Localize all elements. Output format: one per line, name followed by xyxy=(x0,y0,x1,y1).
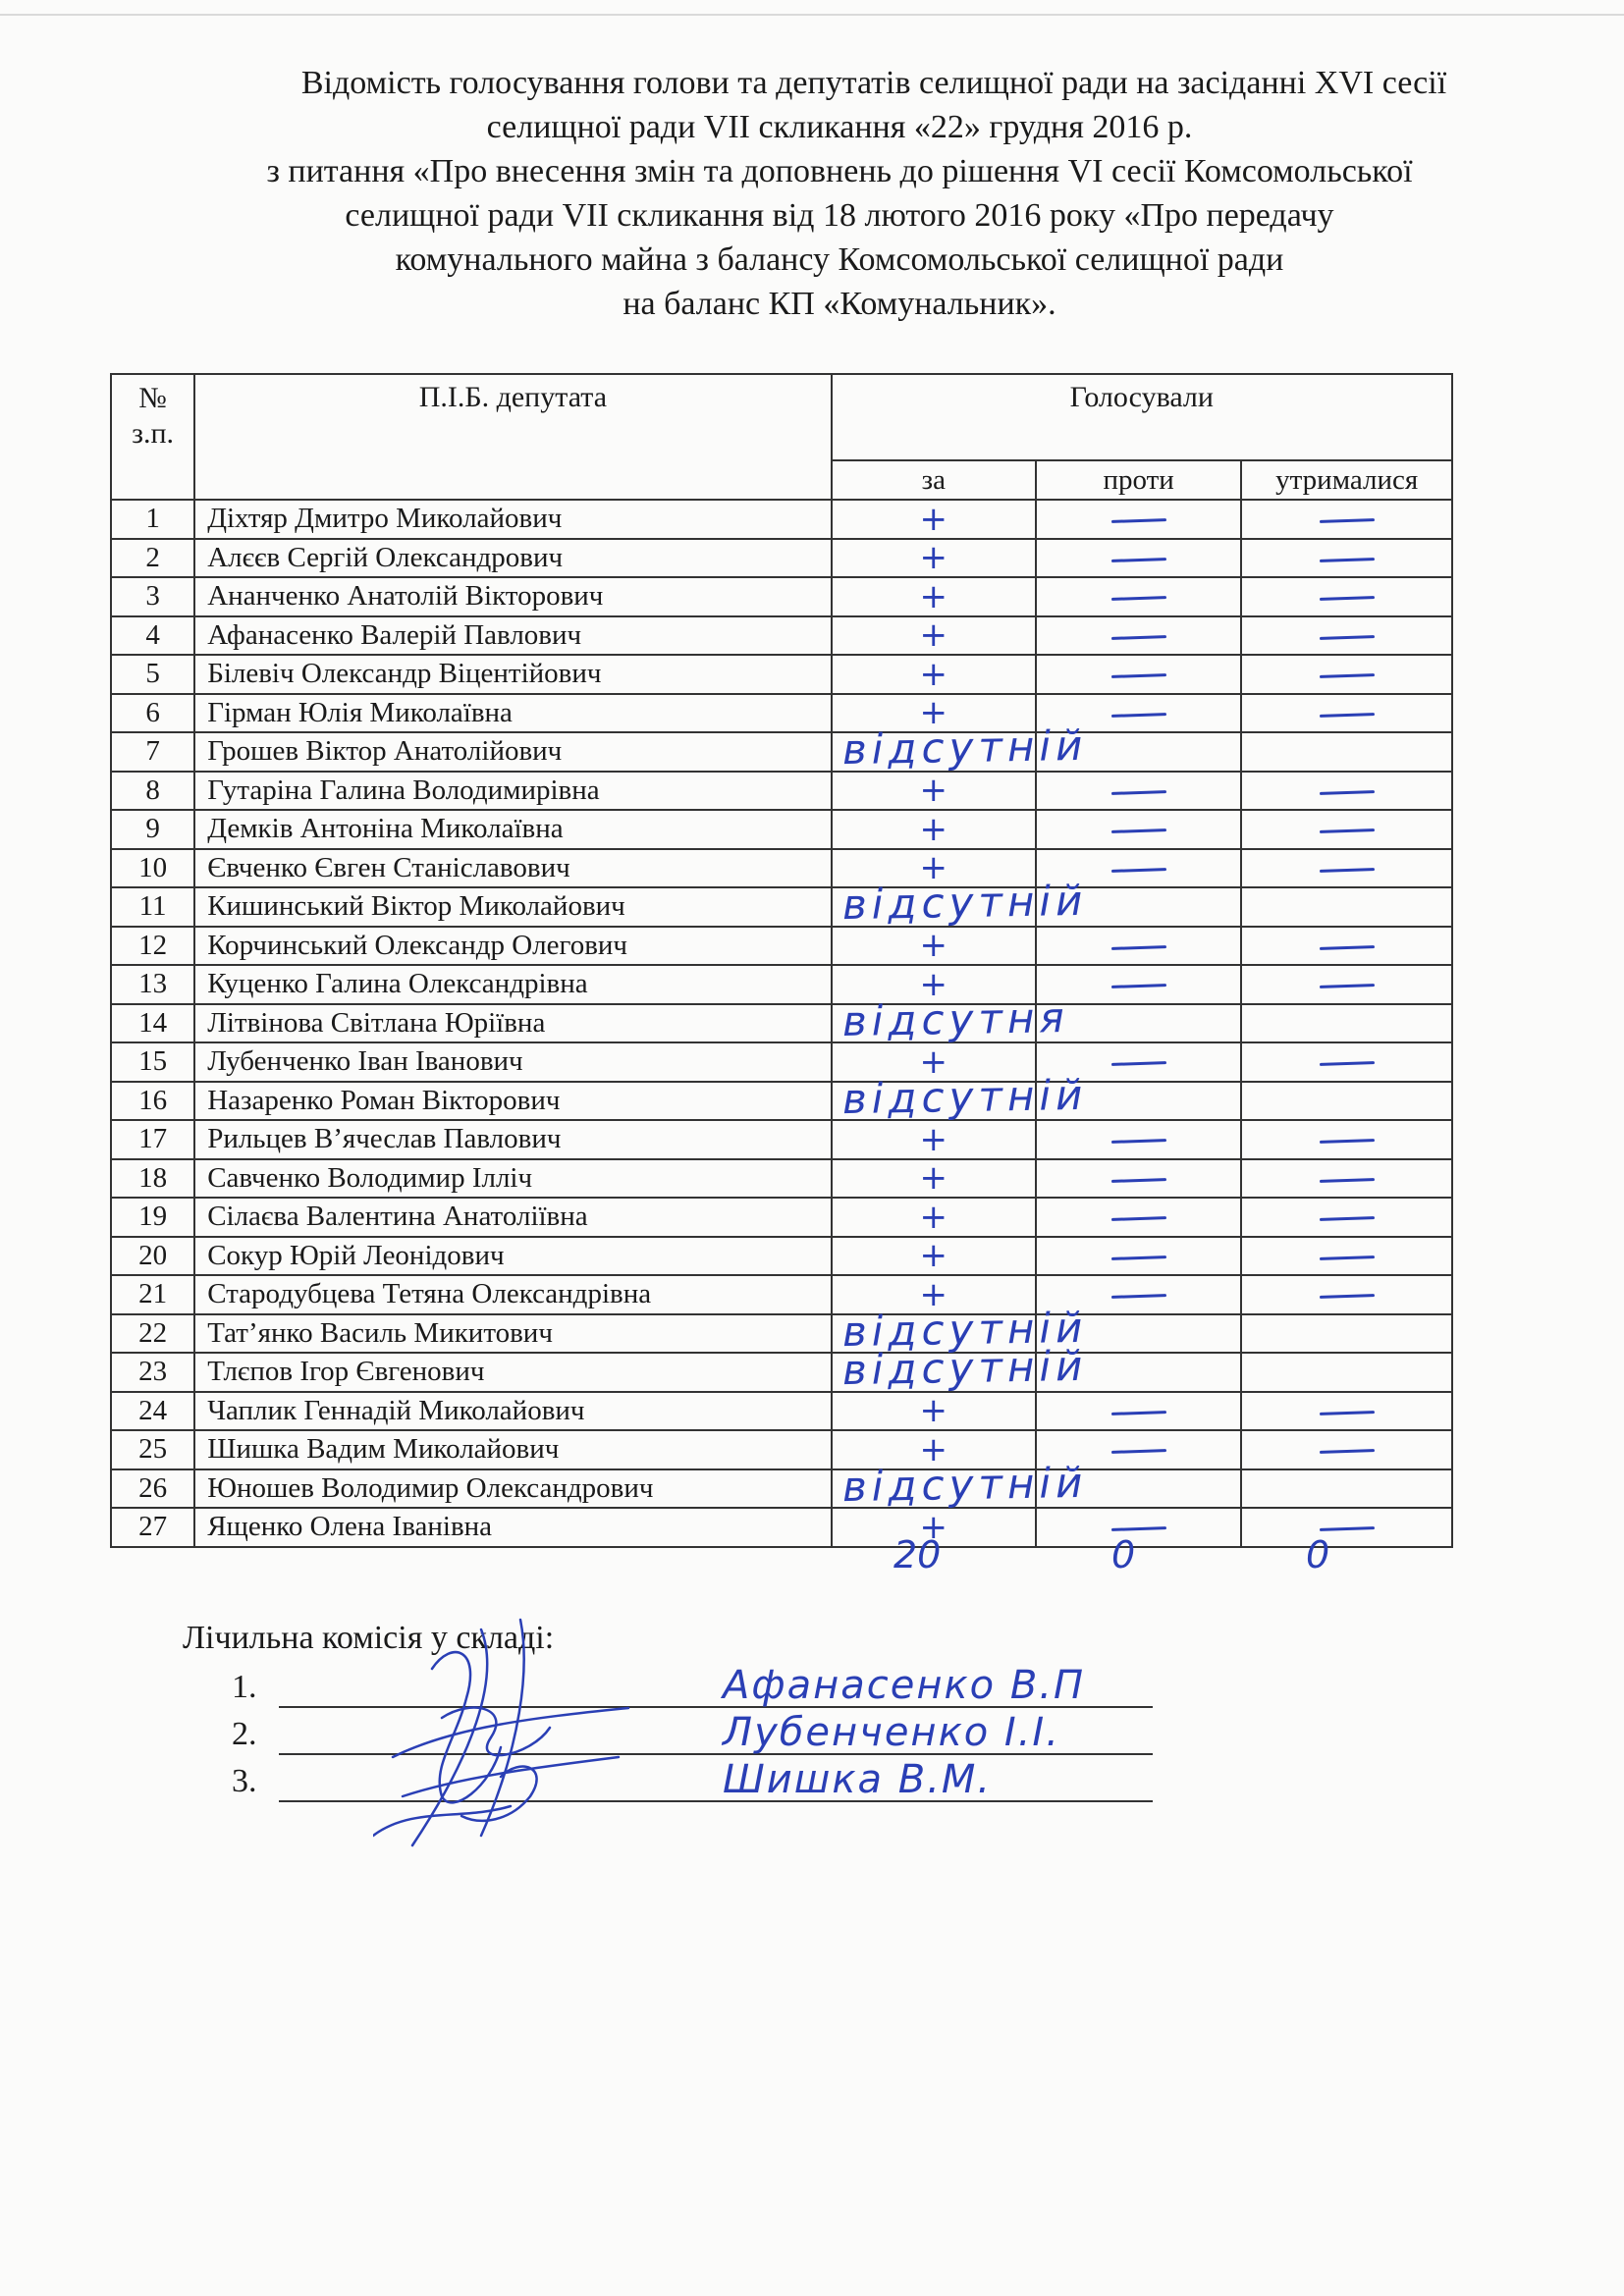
vote-dash-mark xyxy=(1111,518,1166,523)
deputy-name: Сокур Юрій Леонідович xyxy=(194,1237,831,1276)
table-row xyxy=(111,577,1452,616)
column-header-number-abbr: з.п. xyxy=(132,417,175,450)
vote-plus-mark: + xyxy=(919,1429,948,1469)
vote-utrymalysia-cell xyxy=(1241,1314,1452,1354)
vote-plus-mark: + xyxy=(919,848,948,888)
row-number: 7 xyxy=(111,732,194,772)
vote-dash-mark xyxy=(1111,1526,1166,1531)
vote-utrymalysia-cell xyxy=(1241,694,1452,733)
table-row xyxy=(111,1275,1452,1314)
vote-dash-mark xyxy=(1111,1294,1166,1299)
vote-za-cell xyxy=(832,992,1069,1045)
vote-dash-mark xyxy=(1320,1449,1375,1454)
deputy-name: Шишка Вадим Миколайович xyxy=(194,1430,831,1469)
vote-utrymalysia-cell xyxy=(1241,1508,1452,1547)
row-number: 17 xyxy=(111,1120,194,1159)
table-row xyxy=(111,1159,1452,1199)
vote-plus-mark: + xyxy=(919,1236,948,1276)
vote-proty-cell xyxy=(1036,1198,1241,1237)
table-row xyxy=(111,732,1452,772)
vote-dash-mark xyxy=(1320,984,1375,988)
vote-dash-mark xyxy=(1320,518,1375,523)
vote-za-cell xyxy=(832,1159,1036,1199)
row-number: 6 xyxy=(111,694,194,733)
deputy-name: Гутаріна Галина Володимирівна xyxy=(194,772,831,811)
row-number: 26 xyxy=(111,1469,194,1509)
vote-proty-cell xyxy=(1036,1353,1241,1392)
vote-dash-mark xyxy=(1111,1411,1166,1415)
row-number: 12 xyxy=(111,927,194,966)
table-row xyxy=(111,500,1452,539)
row-number: 15 xyxy=(111,1042,194,1082)
vote-utrymalysia-cell xyxy=(1241,849,1452,888)
vote-dash-mark xyxy=(1111,945,1166,950)
commission-member-name: Шишка В.М. xyxy=(723,1757,993,1802)
vote-utrymalysia-cell xyxy=(1241,1353,1452,1392)
vote-za-cell xyxy=(832,1392,1036,1431)
vote-dash-mark xyxy=(1111,713,1166,718)
column-header-name: П.І.Б. депутата xyxy=(194,374,831,500)
heading-line-2: селищної ради VII скликання «22» грудня 2016 р. xyxy=(486,109,1193,145)
deputy-name: Сілаєва Валентина Анатоліївна xyxy=(194,1198,831,1237)
vote-za-cell xyxy=(832,577,1036,616)
absent-mark: відсутній xyxy=(841,1341,1088,1395)
total-proty: 0 xyxy=(1111,1533,1136,1576)
absent-mark: відсутній xyxy=(841,1070,1088,1123)
deputy-name: Ананченко Анатолій Вікторович xyxy=(194,577,831,616)
vote-plus-mark: + xyxy=(919,1197,948,1237)
table-row xyxy=(111,1508,1452,1547)
vote-plus-mark: + xyxy=(919,693,948,733)
vote-proty-cell xyxy=(1036,1120,1241,1159)
deputy-name: Назаренко Роман Вікторович xyxy=(194,1082,831,1121)
vote-utrymalysia-cell xyxy=(1241,616,1452,656)
vote-dash-mark xyxy=(1320,1411,1375,1415)
vote-plus-mark: + xyxy=(919,771,948,811)
vote-za-cell xyxy=(832,1198,1036,1237)
vote-plus-mark: + xyxy=(919,1507,948,1547)
vote-dash-mark xyxy=(1111,1139,1166,1144)
vote-dash-mark xyxy=(1320,1061,1375,1066)
row-number: 1 xyxy=(111,500,194,539)
column-header-utrymalysia: утрималися xyxy=(1241,460,1452,500)
vote-utrymalysia-cell xyxy=(1241,655,1452,694)
row-number: 5 xyxy=(111,655,194,694)
vote-proty-cell xyxy=(1036,539,1241,578)
table-row xyxy=(111,965,1452,1004)
vote-dash-mark xyxy=(1111,1216,1166,1221)
column-header-za: за xyxy=(832,460,1036,500)
deputy-name: Ященко Олена Іванівна xyxy=(194,1508,831,1547)
vote-utrymalysia-cell xyxy=(1241,1004,1452,1043)
vote-proty-cell xyxy=(1036,732,1241,772)
vote-utrymalysia-cell xyxy=(1241,1198,1452,1237)
table-row xyxy=(111,1198,1452,1237)
vote-dash-mark xyxy=(1320,868,1375,873)
vote-plus-mark: + xyxy=(919,1158,948,1199)
vote-utrymalysia-cell xyxy=(1241,1120,1452,1159)
vote-proty-cell xyxy=(1036,577,1241,616)
commission-member-index: 1. xyxy=(232,1669,257,1705)
absent-mark: відсутній xyxy=(841,1458,1088,1511)
vote-utrymalysia-cell xyxy=(1241,1392,1452,1431)
deputy-name: Корчинський Олександр Олегович xyxy=(194,927,831,966)
table-row xyxy=(111,1004,1452,1043)
table-row xyxy=(111,810,1452,849)
deputy-name: Літвінова Світлана Юріївна xyxy=(194,1004,831,1043)
vote-utrymalysia-cell xyxy=(1241,1430,1452,1469)
vote-utrymalysia-cell xyxy=(1241,1042,1452,1082)
row-number: 25 xyxy=(111,1430,194,1469)
vote-proty-cell xyxy=(1036,655,1241,694)
vote-dash-mark xyxy=(1320,1178,1375,1183)
row-number: 27 xyxy=(111,1508,194,1547)
deputy-name: Демків Антоніна Миколаївна xyxy=(194,810,831,849)
row-number: 14 xyxy=(111,1004,194,1043)
row-number: 21 xyxy=(111,1275,194,1314)
handwritten-signature xyxy=(373,1610,727,1865)
row-number: 24 xyxy=(111,1392,194,1431)
vote-za-cell xyxy=(832,927,1036,966)
vote-dash-mark xyxy=(1320,673,1375,678)
vote-utrymalysia-cell xyxy=(1241,1159,1452,1199)
heading-line-6: на баланс КП «Комунальник». xyxy=(623,286,1056,322)
table-row xyxy=(111,1430,1452,1469)
vote-utrymalysia-cell xyxy=(1241,500,1452,539)
vote-proty-cell xyxy=(1036,887,1241,927)
vote-za-cell xyxy=(832,1120,1036,1159)
table-row xyxy=(111,1469,1452,1509)
vote-proty-cell xyxy=(1036,1159,1241,1199)
vote-utrymalysia-cell xyxy=(1241,539,1452,578)
vote-utrymalysia-cell xyxy=(1241,810,1452,849)
vote-utrymalysia-cell xyxy=(1241,732,1452,772)
row-number: 9 xyxy=(111,810,194,849)
vote-za-cell xyxy=(832,539,1036,578)
vote-dash-mark xyxy=(1111,790,1166,795)
vote-proty-cell xyxy=(1036,1469,1241,1509)
vote-utrymalysia-cell xyxy=(1241,577,1452,616)
deputy-name: Алєєв Сергій Олександрович xyxy=(194,539,831,578)
vote-proty-cell xyxy=(1036,1004,1241,1043)
row-number: 13 xyxy=(111,965,194,1004)
vote-za-cell xyxy=(832,721,1088,774)
table-row xyxy=(111,887,1452,927)
vote-dash-mark xyxy=(1111,1178,1166,1183)
row-number: 18 xyxy=(111,1159,194,1199)
vote-za-cell xyxy=(832,876,1088,930)
vote-utrymalysia-cell xyxy=(1241,1275,1452,1314)
column-header-number-symbol: № xyxy=(138,382,167,414)
deputy-name: Білевіч Олександр Віцентійович xyxy=(194,655,831,694)
deputy-name: Куценко Галина Олександрівна xyxy=(194,965,831,1004)
vote-dash-mark xyxy=(1320,1216,1375,1221)
total-utrymalysia: 0 xyxy=(1306,1533,1330,1576)
vote-utrymalysia-cell xyxy=(1241,927,1452,966)
vote-dash-mark xyxy=(1320,828,1375,833)
vote-plus-mark: + xyxy=(919,1119,948,1159)
table-row xyxy=(111,655,1452,694)
vote-za-cell xyxy=(832,616,1036,656)
vote-dash-mark xyxy=(1111,984,1166,988)
row-number: 8 xyxy=(111,772,194,811)
heading-line-1: Відомість голосування голови та депутатів селищної ради на засіданні XVI сесії xyxy=(300,65,1447,101)
column-header-proty: проти xyxy=(1036,460,1241,500)
vote-plus-mark: + xyxy=(919,1041,948,1082)
absent-mark: відсутній xyxy=(841,1303,1088,1356)
deputy-name: Тлєпов Ігор Євгенович xyxy=(194,1353,831,1392)
vote-plus-mark: + xyxy=(919,926,948,966)
table-row xyxy=(111,1120,1452,1159)
vote-plus-mark: + xyxy=(919,809,948,849)
deputy-name: Рильцев В’ячеслав Павлович xyxy=(194,1120,831,1159)
vote-dash-mark xyxy=(1111,596,1166,601)
absent-mark: відсутня xyxy=(841,992,1069,1045)
heading-line-3: з питання «Про внесення змін та доповнень до рішення VI сесії Комсомольської xyxy=(266,153,1413,189)
table-row xyxy=(111,694,1452,733)
vote-plus-mark: + xyxy=(919,538,948,578)
vote-za-cell xyxy=(832,1458,1088,1511)
vote-proty-cell xyxy=(1036,927,1241,966)
vote-plus-mark: + xyxy=(919,1391,948,1431)
vote-dash-mark xyxy=(1111,868,1166,873)
vote-za-cell xyxy=(832,500,1036,539)
table-row xyxy=(111,1042,1452,1082)
vote-plus-mark: + xyxy=(919,499,948,539)
deputy-name: Лубенченко Іван Іванович xyxy=(194,1042,831,1082)
table-row xyxy=(111,1353,1452,1392)
row-number: 20 xyxy=(111,1237,194,1276)
row-number: 23 xyxy=(111,1353,194,1392)
vote-dash-mark xyxy=(1320,713,1375,718)
row-number: 10 xyxy=(111,849,194,888)
vote-dash-mark xyxy=(1320,558,1375,562)
vote-dash-mark xyxy=(1320,635,1375,640)
vote-dash-mark xyxy=(1320,945,1375,950)
row-number: 3 xyxy=(111,577,194,616)
vote-utrymalysia-cell xyxy=(1241,1082,1452,1121)
row-number: 4 xyxy=(111,616,194,656)
vote-proty-cell xyxy=(1036,1082,1241,1121)
row-number: 11 xyxy=(111,887,194,927)
document-heading xyxy=(118,61,1561,326)
heading-line-4: селищної ради VII скликання від 18 лютого 2016 року «Про передачу xyxy=(345,197,1334,234)
table-row xyxy=(111,772,1452,811)
voting-table xyxy=(110,373,1453,1548)
deputy-name: Гірман Юлія Миколаївна xyxy=(194,694,831,733)
table-row xyxy=(111,1082,1452,1121)
commission-title: Лічильна комісія у складі: xyxy=(183,1620,555,1656)
table-row xyxy=(111,1314,1452,1354)
total-za: 20 xyxy=(893,1533,942,1576)
row-number: 2 xyxy=(111,539,194,578)
vote-proty-cell xyxy=(1036,1392,1241,1431)
vote-za-cell xyxy=(832,655,1036,694)
deputy-name: Діхтяр Дмитро Миколайович xyxy=(194,500,831,539)
commission-member-index: 2. xyxy=(232,1716,257,1752)
deputy-name: Стародубцева Тетяна Олександрівна xyxy=(194,1275,831,1314)
vote-utrymalysia-cell xyxy=(1241,1469,1452,1509)
page-top-line xyxy=(0,14,1624,16)
heading-line-5: комунального майна з балансу Комсомольської селищної ради xyxy=(395,241,1284,278)
table-row xyxy=(111,849,1452,888)
vote-proty-cell xyxy=(1036,500,1241,539)
vote-dash-mark xyxy=(1111,1255,1166,1260)
vote-za-cell xyxy=(832,772,1036,811)
vote-utrymalysia-cell xyxy=(1241,772,1452,811)
deputy-name: Чаплик Геннадій Миколайович xyxy=(194,1392,831,1431)
vote-za-cell xyxy=(832,1070,1088,1123)
vote-dash-mark xyxy=(1111,828,1166,833)
voting-table-body xyxy=(111,500,1452,1547)
vote-za-cell xyxy=(832,810,1036,849)
vote-dash-mark xyxy=(1111,673,1166,678)
table-row xyxy=(111,539,1452,578)
vote-proty-cell xyxy=(1036,772,1241,811)
commission-member-name: Лубенченко І.І. xyxy=(723,1710,1060,1755)
deputy-name: Кишинський Віктор Миколайович xyxy=(194,887,831,927)
vote-dash-mark xyxy=(1320,1526,1375,1531)
vote-dash-mark xyxy=(1111,558,1166,562)
vote-dash-mark xyxy=(1320,1294,1375,1299)
vote-dash-mark xyxy=(1320,790,1375,795)
table-row xyxy=(111,1237,1452,1276)
vote-utrymalysia-cell xyxy=(1241,1237,1452,1276)
vote-dash-mark xyxy=(1320,596,1375,601)
commission-member-index: 3. xyxy=(232,1763,257,1799)
vote-dash-mark xyxy=(1111,1061,1166,1066)
deputy-name: Савченко Володимир Ілліч xyxy=(194,1159,831,1199)
vote-plus-mark: + xyxy=(919,615,948,656)
vote-dash-mark xyxy=(1320,1139,1375,1144)
deputy-name: Юношев Володимир Олександрович xyxy=(194,1469,831,1509)
vote-za-cell xyxy=(832,1237,1036,1276)
column-header-number xyxy=(111,374,194,500)
vote-dash-mark xyxy=(1320,1255,1375,1260)
table-row xyxy=(111,1392,1452,1431)
absent-mark: відсутній xyxy=(841,721,1088,774)
vote-dash-mark xyxy=(1111,1449,1166,1454)
column-header-voted: Голосували xyxy=(832,374,1452,460)
row-number: 22 xyxy=(111,1314,194,1354)
commission-member-name: Афанасенко В.П xyxy=(723,1663,1086,1708)
table-row xyxy=(111,927,1452,966)
vote-proty-cell xyxy=(1036,616,1241,656)
vote-utrymalysia-cell xyxy=(1241,965,1452,1004)
vote-proty-cell xyxy=(1036,1508,1241,1547)
deputy-name: Грошев Віктор Анатолійович xyxy=(194,732,831,772)
absent-mark: відсутній xyxy=(841,876,1088,930)
vote-plus-mark: + xyxy=(919,964,948,1004)
vote-za-cell xyxy=(832,1341,1088,1395)
row-number: 16 xyxy=(111,1082,194,1121)
table-row xyxy=(111,616,1452,656)
vote-dash-mark xyxy=(1111,635,1166,640)
deputy-name: Євченко Євген Станіславович xyxy=(194,849,831,888)
vote-proty-cell xyxy=(1036,1237,1241,1276)
row-number: 19 xyxy=(111,1198,194,1237)
vote-proty-cell xyxy=(1036,810,1241,849)
vote-plus-mark: + xyxy=(919,576,948,616)
vote-utrymalysia-cell xyxy=(1241,887,1452,927)
vote-plus-mark: + xyxy=(919,654,948,694)
vote-plus-mark: + xyxy=(919,1274,948,1314)
deputy-name: Афанасенко Валерій Павлович xyxy=(194,616,831,656)
deputy-name: Тат’янко Василь Микитович xyxy=(194,1314,831,1354)
